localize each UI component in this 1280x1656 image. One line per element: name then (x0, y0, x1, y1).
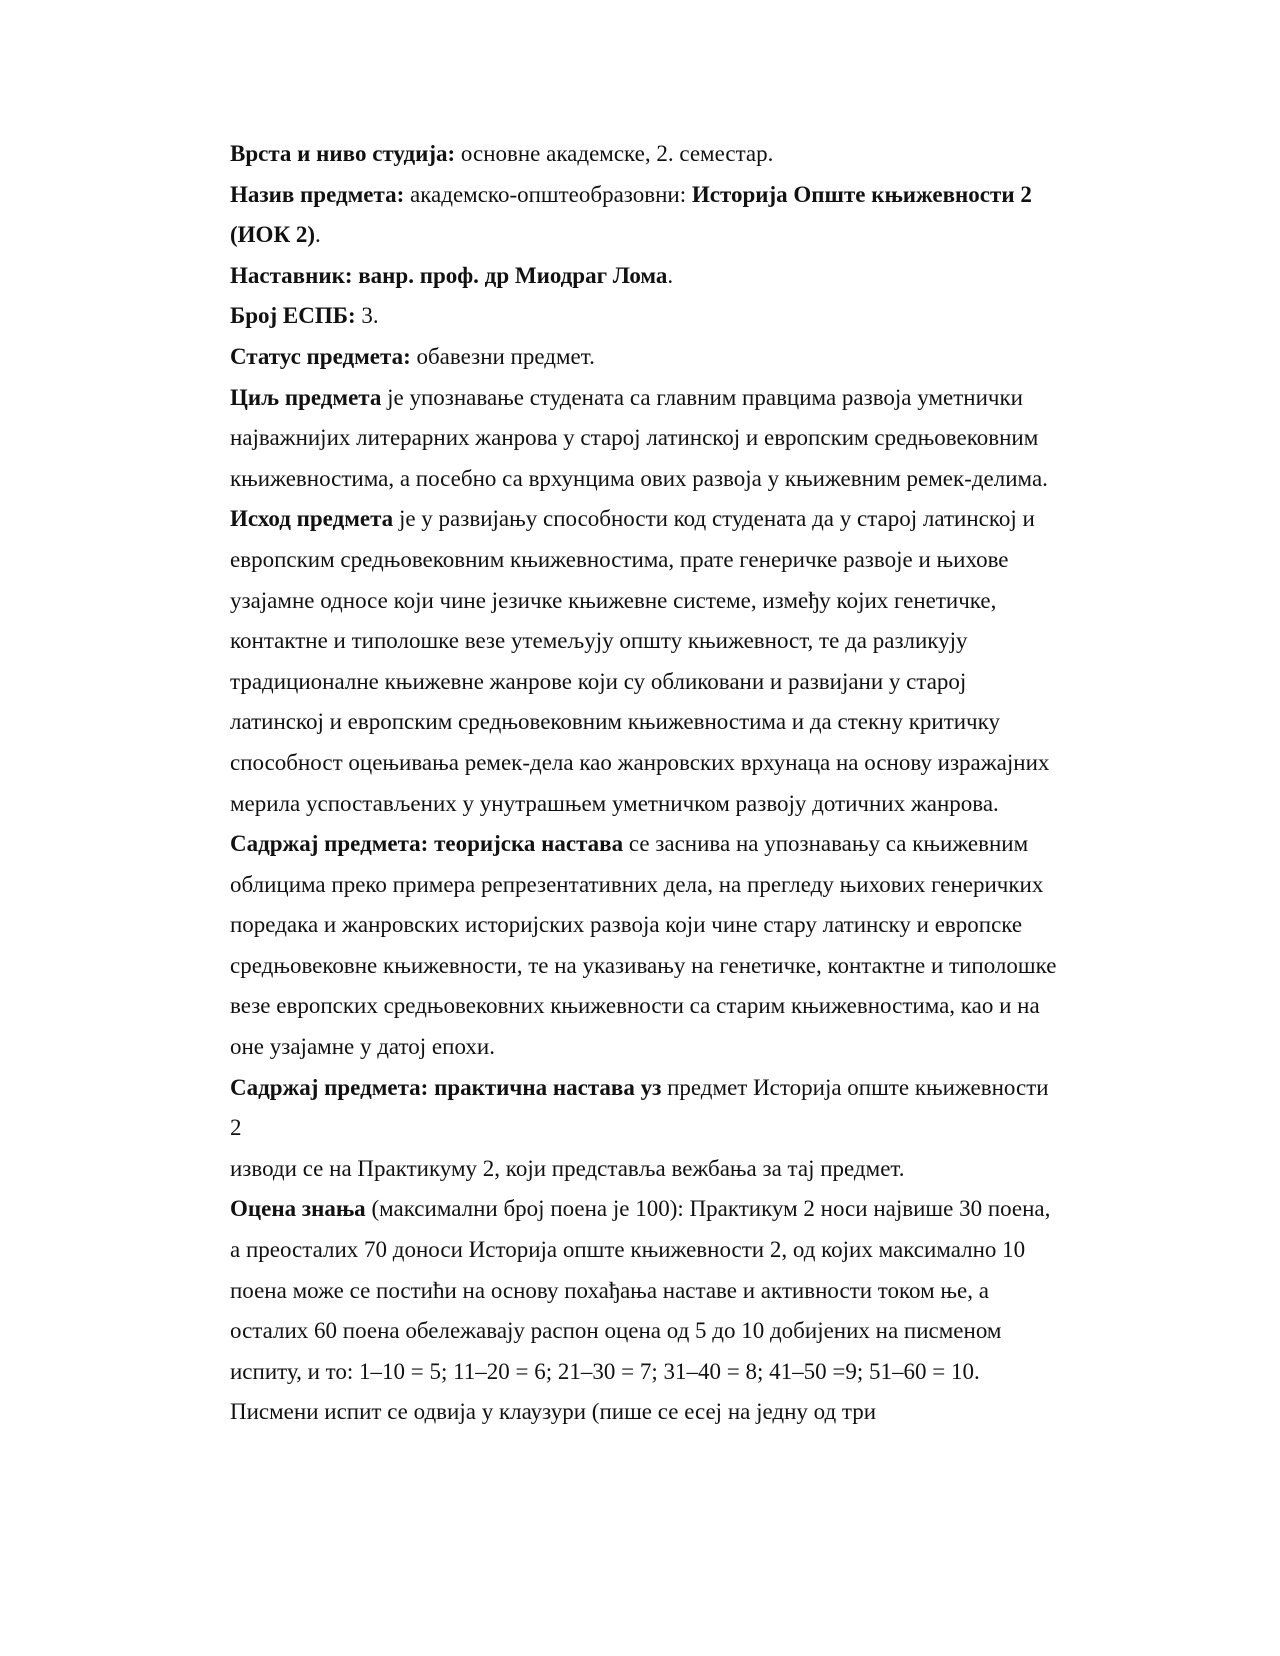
outcome-text: је у развијању способности код студената да у старој латинској и европским средњовековним књижевностима, прате генеричке развоје и њихове узајамне односе који чине језичке књижевне системе, између којих генетичке, контактне и типолошке везе утемељују општу књижевност, те да разликују традиционалне књижевне жанрове који су обликовани и развијани у старој латинској и европским средњовековним књижевностима и да стекну критичку способност оцењивања ремек-дела као жанровских врхунаца на основу изражајних мерила успостављених у унутрашњем уметничком развоју дотичних жанрова. (230, 506, 1050, 816)
teacher-line (230, 256, 1060, 297)
grading-text: (максимални број поена је 100): Практикум 2 носи највише 30 поена, а преосталих 70 доноси Историја опште књижевности 2, од којих максимално 10 поена може се постићи на основу похађања наставе и активности током ње, а осталих 60 поена обележавају распон оцена од 5 до 10 добијених на писменом испиту, и то: 1–10 = 5; 11–20 = 6; 21–30 = 7; 31–40 = 8; 41–50 =9; 51–60 = 10. Писмени испит се одвија у клаузури (пише се есеј на једну од три (230, 1196, 1051, 1425)
ects-label: Број ЕСПБ: (230, 303, 356, 329)
course-name-value: академско-општеобразовни: (404, 181, 692, 207)
document-page (230, 134, 1060, 1433)
goal-text: је упознавање студената са главним правцима развоја уметнички најважнијих литерарних жанрова у старој латинској и европским средњовековним књижевностима, а посебно са врхунцима ових развоја у књижевним ремек-делима. (230, 384, 1048, 491)
study-line (230, 134, 1060, 175)
content-theory-text: се заснива на упознавању са књижевним облицима преко примера репрезентативних дела, на прегледу њихових генеричких поредака и жанровских историјских развоја који чине стару латинску и европске средњовековне књижевности, те на указивању на генетичке, контактне и типолошке везе европских средњовековних књижевности са старим књижевностима, као и на оне узајамне у датој епохи. (230, 831, 1057, 1060)
content-practice-text: предмет Историја опште књижевности 2 (230, 1074, 1049, 1141)
goal-paragraph (230, 378, 1060, 500)
goal-label: Циљ предмета (230, 384, 382, 410)
outcome-paragraph (230, 499, 1060, 824)
study-value: основне академске, 2. семестар. (455, 141, 774, 166)
status-line (230, 337, 1060, 378)
grading-label: Оцена знања (230, 1196, 366, 1222)
status-value: обавезни предмет. (410, 343, 595, 369)
study-label: Врста и ниво студија: (230, 141, 456, 166)
content-theory-paragraph (230, 824, 1060, 1068)
grading-paragraph (230, 1189, 1060, 1433)
outcome-label: Исход предмета (230, 506, 394, 532)
content-practice-label: Садржај предмета: практична настава уз (230, 1074, 662, 1100)
content-practice-paragraph (230, 1068, 1060, 1149)
content-practice-continuation: изводи се на Практикуму 2, који представља вежбања за тај предмет. (230, 1155, 905, 1181)
ects-value: 3. (355, 303, 379, 329)
course-name-line (230, 175, 1060, 256)
teacher-end: . (667, 262, 674, 288)
teacher-label: Наставник: ванр. проф. др Миодраг Лома (230, 262, 668, 288)
status-label: Статус предмета: (230, 343, 411, 369)
content-theory-label: Садржај предмета: теоријска настава (230, 831, 624, 857)
course-name-label: Назив предмета: (230, 181, 405, 207)
course-name-end: . (315, 222, 321, 248)
ects-line (230, 296, 1060, 337)
course-title: Историја Опште књижевности 2 (ИОК 2) (230, 181, 1032, 248)
